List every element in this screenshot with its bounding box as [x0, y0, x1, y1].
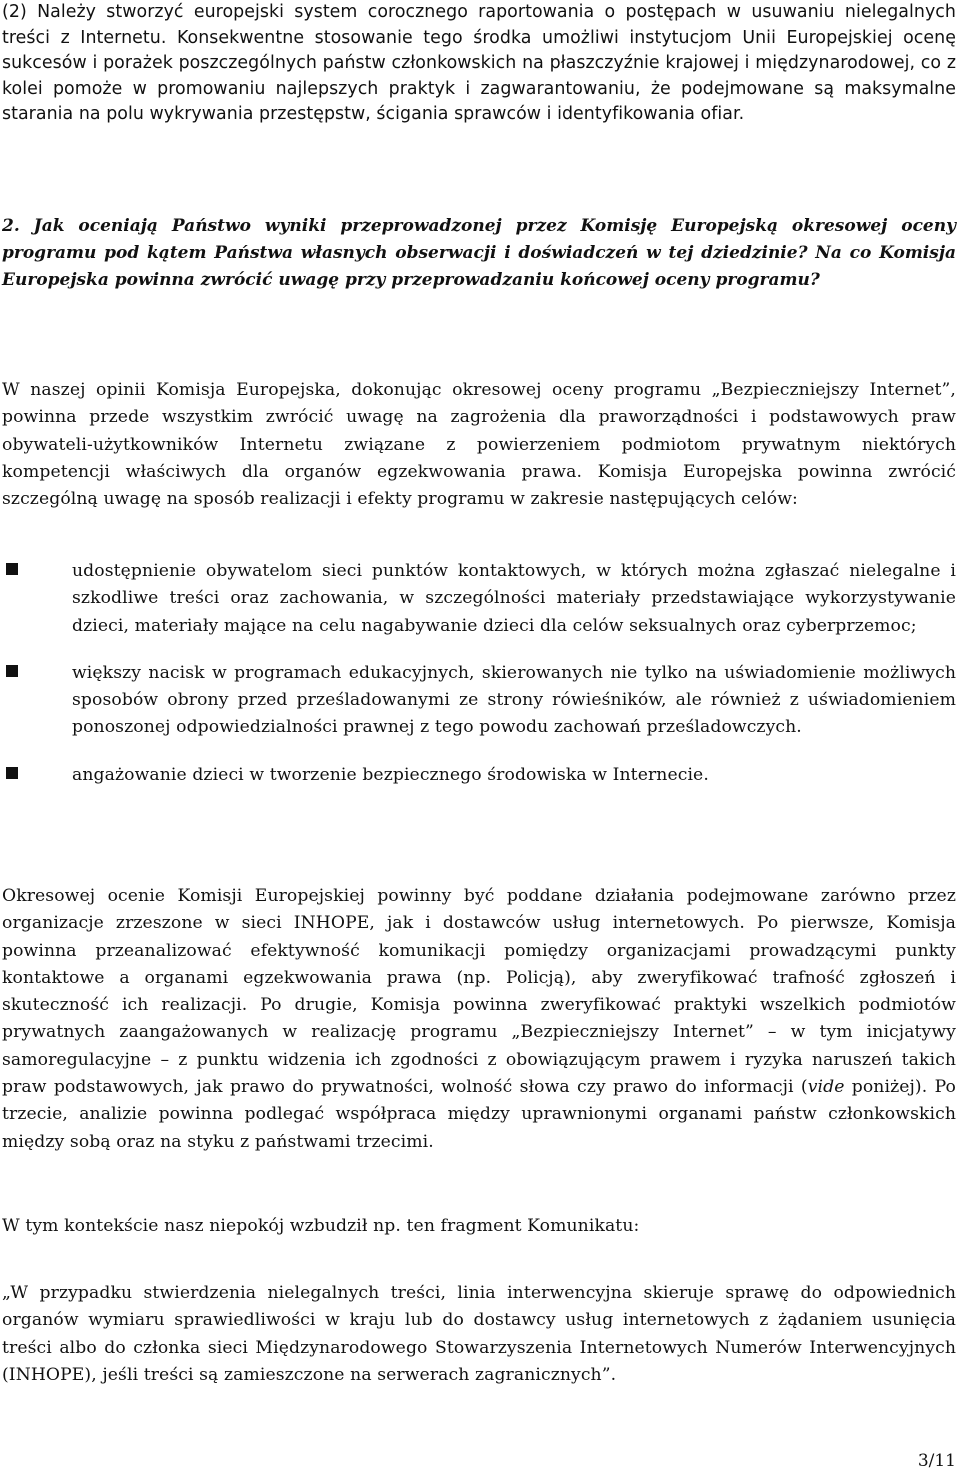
question-2: 2. Jak oceniają Państwo wyniki przeprowadzonej przez Komisję Europejską okresowej oceny programu pod kątem Państwa własnych obserwacji i doświadczeń w tej dziedzinie? Na co Komisja Europejska powinna zwrócić uwagę przy przeprowadzaniu końcowej oceny programu?	[2, 216, 956, 291]
communication-quote: „W przypadku stwierdzenia nielegalnych treści, linia interwencyjna skieruje sprawę do odpowiednich organów wymiaru sprawiedliwości w kraju lub do dostawcy usług internetowych z żądaniem usunięcia treści albo do członka sieci Międzynarodowego Stowarzyszenia Internetowych Numerów Interwencyjnych (INHOPE), jeśli treści są zamieszczone na serwerach zagranicznych”.	[2, 1283, 956, 1385]
goal-text: większy nacisk w programach edukacyjnych, skierowanych nie tylko na uświadomienie możliwych sposobów obrony przed prześladowanymi ze strony rówieśników, ale również z uświadomieniem ponoszonej odpowiedzialności prawnej z tego powodu zachowań prześladowczych.	[72, 662, 956, 738]
goal-item	[2, 762, 956, 789]
answer-intro: W naszej opinii Komisja Europejska, dokonując okresowej oceny programu „Bezpieczniejszy Internet”, powinna przede wszystkim zwrócić uwagę na zagrożenia dla praworządności i podstawowych praw obywateli-użytkowników Internetu związane z powierzeniem podmiotom prywatnym niektórych kompetencji właściwych dla organów egzekwowania prawa. Komisja Europejska powinna zwrócić szczególną uwagę na sposób realizacji i efekty programu w zakresie następujących celów:	[2, 380, 956, 510]
evaluation-paragraph	[2, 883, 956, 1156]
goal-text: angażowanie dzieci w tworzenie bezpiecznego środowiska w Internecie.	[72, 764, 709, 785]
goal-text: udostępnienie obywatelom sieci punktów kontaktowych, w których można zgłaszać nielegalne i szkodliwe treści oraz zachowania, w szczególności materiały przedstawiające wykorzystywanie dzieci, materiały mające na celu nagabywanie dzieci dla celów seksualnych oraz cyberprzemoc;	[72, 561, 956, 636]
goal-item	[2, 558, 956, 640]
paragraph-2: (2) Należy stworzyć europejski system corocznego raportowania o postępach w usuwaniu nielegalnych treści z Internetu. Konsekwentne stosowanie tego środka umożliwi instytucjom Unii Europejskiej ocenę sukcesów i porażek poszczególnych państw członkowskich na płaszczyźnie krajowej i międzynarodowej, co z kolei pomoże w promowaniu najlepszych praktyk i zagwarantowaniu, że podejmowane są maksymalne starania na polu wykrywania przestępstw, ścigania sprawców i identyfikowania ofiar.	[2, 2, 956, 125]
square-bullet-icon	[6, 563, 18, 575]
goal-item	[2, 660, 956, 742]
evaluation-tail: poniżej). Po trzecie, analizie powinna podlegać współpraca między uprawnionymi organami państw członkowskich między sobą oraz na styku z państwami trzecimi.	[2, 1077, 956, 1152]
square-bullet-icon	[6, 665, 18, 677]
page-number: 3/11	[917, 1451, 956, 1471]
square-bullet-icon	[6, 767, 18, 779]
evaluation-vide: vide	[807, 1077, 845, 1098]
context-intro: W tym kontekście nasz niepokój wzbudził np. ten fragment Komunikatu:	[2, 1216, 640, 1236]
goals-list	[2, 558, 956, 809]
evaluation-text: Okresowej ocenie Komisji Europejskiej powinny być poddane działania podejmowane zarówno przez organizacje zrzeszone w sieci INHOPE, jak i dostawców usług internetowych. Po pierwsze, Komisja powinna przeanalizować efektywność komunikacji pomiędzy organizacjami prowadzącymi punkty kontaktowe a organami egzekwowania prawa (np. Policją), aby zweryfikować trafność zgłoszeń i skuteczność ich realizacji. Po drugie, Komisja powinna zweryfikować praktyki wszelkich podmiotów prywatnych zaangażowanych w realizację programu „Bezpieczniejszy Internet” – w tym inicjatywy samoregulacyjne – z punktu widzenia ich zgodności z obowiązującym prawem i ryzyka naruszeń takich praw podstawowych, jak prawo do prywatności, wolność słowa czy prawo do informacji (	[2, 886, 956, 1098]
